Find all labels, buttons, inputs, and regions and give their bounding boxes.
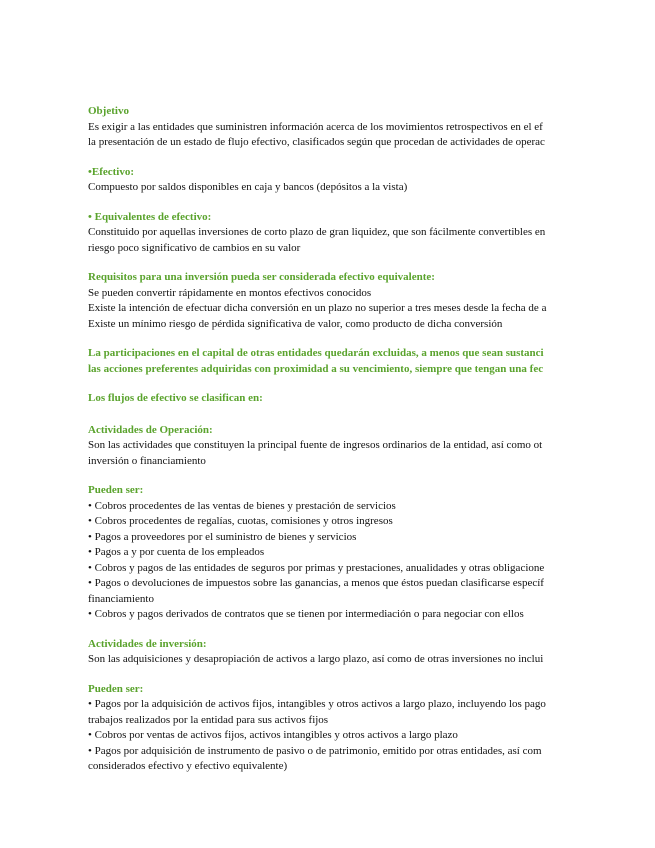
heading-efectivo: •Efectivo: bbox=[88, 165, 134, 178]
heading-equivalentes: • Equivalentes de efectivo: bbox=[88, 210, 212, 223]
inversion-list-item-continuation: considerados efectivo y efectivo equivalente) bbox=[88, 760, 288, 772]
operacion-list-item: • Cobros y pagos derivados de contratos que se tienen por intermediación o para negociar con ellos bbox=[88, 608, 524, 620]
requisitos-text-line-2: Existe la intención de efectuar dicha conversión en un plazo no superior a tres meses desde la fecha de a bbox=[88, 302, 547, 314]
equivalentes-text-line-2: riesgo poco significativo de cambios en su valor bbox=[88, 241, 301, 254]
heading-pueden-ser-inversion: Pueden ser: bbox=[88, 682, 144, 695]
participaciones-text-line-2: las acciones preferentes adquiridas con proximidad a su vencimiento, siempre que tengan una fec bbox=[88, 362, 544, 375]
objetivo-text-line-2: la presentación de un estado de flujo efectivo, clasificados según que procedan de actividades de operac bbox=[88, 136, 545, 148]
operacion-list-item: • Pagos o devoluciones de impuestos sobre las ganancias, a menos que éstos puedan clasificarse específ bbox=[88, 577, 544, 589]
requisitos-text-line-3: Existe un mínimo riesgo de pérdida significativa de valor, como producto de dicha conversión bbox=[88, 317, 503, 330]
objetivo-text-line-1: Es exigir a las entidades que suministren información acerca de los movimientos retrospectivos en el ef bbox=[88, 120, 543, 133]
inversion-list-item: • Cobros por ventas de activos fijos, activos intangibles y otros activos a largo plazo bbox=[88, 729, 458, 741]
heading-objetivo: Objetivo bbox=[88, 105, 129, 117]
efectivo-text-line-1: Compuesto por saldos disponibles en caja y bancos (depósitos a la vista) bbox=[88, 181, 408, 193]
operacion-list-item: • Pagos a y por cuenta de los empleados bbox=[88, 546, 265, 558]
operacion-list-item: • Cobros procedentes de las ventas de bienes y prestación de servicios bbox=[88, 499, 396, 512]
operacion-list-item: • Cobros y pagos de las entidades de seguros por primas y prestaciones, anualidades y otras obligacione bbox=[88, 561, 545, 574]
heading-flujos: Los flujos de efectivo se clasifican en: bbox=[88, 392, 263, 404]
heading-actividades-operacion: Actividades de Operación: bbox=[88, 423, 213, 436]
inversion-list-item: • Pagos por la adquisición de activos fijos, intangibles y otros activos a largo plazo, incluyendo los pago bbox=[88, 698, 546, 710]
inversion-list-item-continuation: trabajos realizados por la entidad para sus activos fijos bbox=[88, 713, 329, 726]
requisitos-text-line-1: Se pueden convertir rápidamente en montos efectivos conocidos bbox=[88, 286, 372, 299]
document-body bbox=[88, 104, 580, 775]
operacion-list-item-continuation: financiamiento bbox=[88, 592, 154, 605]
operacion-text-line-1: Son las actividades que constituyen la principal fuente de ingresos ordinarios de la entidad, así como ot bbox=[88, 439, 543, 451]
operacion-list-item: • Pagos a proveedores por el suministro de bienes y servicios bbox=[88, 530, 357, 543]
operacion-text-line-2: inversión o financiamiento bbox=[88, 454, 206, 467]
inversion-list-item: • Pagos por adquisición de instrumento de pasivo o de patrimonio, emitido por otras entidades, así com bbox=[88, 744, 542, 757]
participaciones-text-line-1: La participaciones en el capital de otras entidades quedarán excluidas, a menos que sean sustanci bbox=[88, 347, 544, 359]
heading-actividades-inversion: Actividades de inversión: bbox=[88, 637, 207, 650]
heading-pueden-ser-operacion: Pueden ser: bbox=[88, 484, 144, 496]
operacion-list-item: • Cobros procedentes de regalías, cuotas, comisiones y otros ingresos bbox=[88, 515, 393, 527]
heading-requisitos: Requisitos para una inversión pueda ser considerada efectivo equivalente: bbox=[88, 271, 435, 283]
equivalentes-text-line-1: Constituido por aquellas inversiones de corto plazo de gran liquidez, que son fácilmente convertibles en bbox=[88, 226, 546, 238]
inversion-text-line-1: Son las adquisiciones y desapropiación de activos a largo plazo, así como de otras inversiones no inclui bbox=[88, 653, 544, 665]
